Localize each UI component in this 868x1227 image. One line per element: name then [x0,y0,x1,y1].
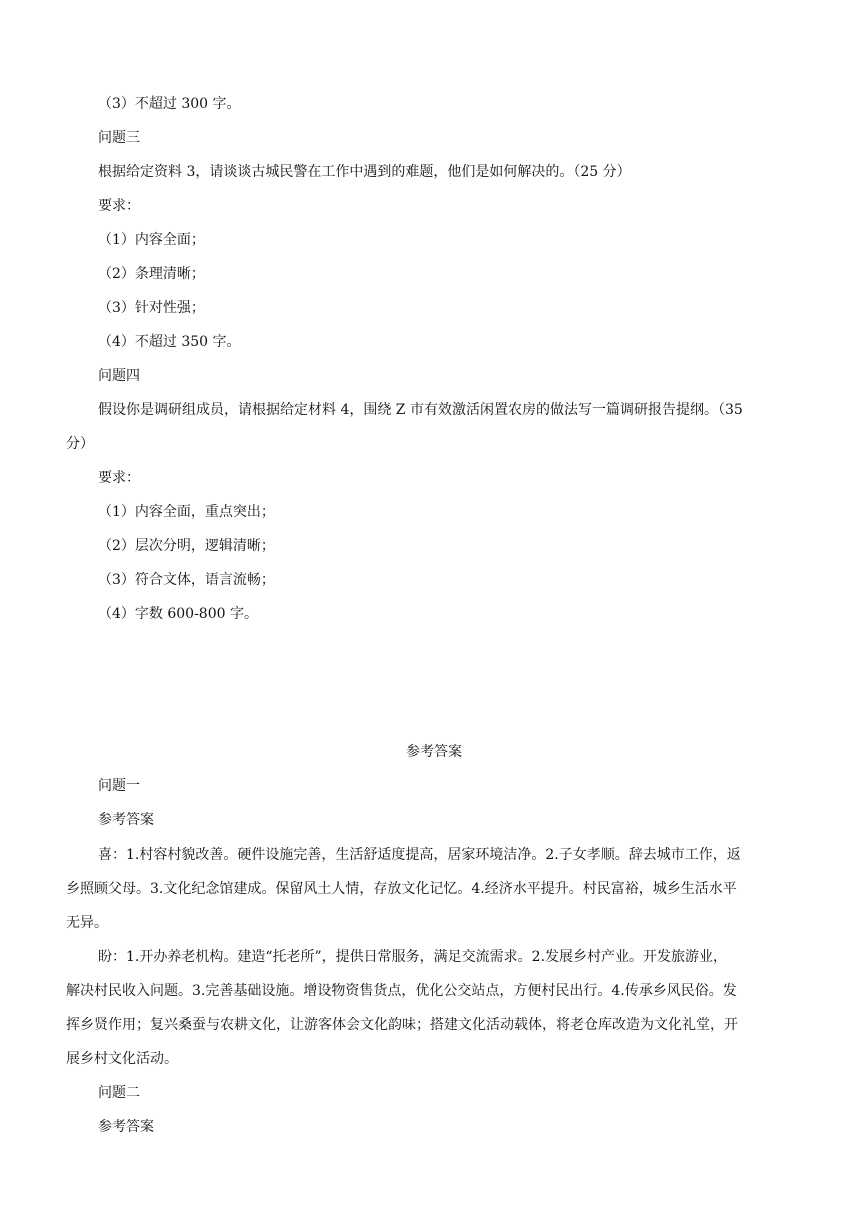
q4-requirement-3: （3）符合文体，语言流畅； [98,572,275,588]
q2-requirement-3: （3）不超过 300 字。 [98,96,241,112]
q3-requirements-label: 要求： [98,198,140,214]
q4-prompt-line-2: 分） [66,436,94,452]
q3-requirement-2: （2）条理清晰； [98,266,205,282]
answer-pan-line-1: 盼：1.开办养老机构。建造“托老所”，提供日常服务，满足交流需求。2.发展乡村产业。开发旅游业， [98,949,728,965]
answer-xi-line-2: 乡照顾父母。3.文化纪念馆建成。保留风土人情，存放文化记忆。4.经济水平提升。村民富裕，城乡生活水平 [66,881,737,897]
answer-2-label: 参考答案 [98,1119,154,1135]
answer-xi-line-3: 无异。 [66,915,108,931]
answer-pan-line-2: 解决村民收入问题。3.完善基础设施。增设物资售货点，优化公交站点，方便村民出行。4.传承乡风民俗。发 [66,983,737,999]
q4-requirement-1: （1）内容全面，重点突出； [98,504,275,520]
answer-xi-line-1: 喜：1.村容村貌改善。硬件设施完善，生活舒适度提高，居家环境洁净。2.子女孝顺。辞去城市工作，返 [98,847,741,863]
q3-requirement-4: （4）不超过 350 字。 [98,334,241,350]
answer-1-title: 问题一 [98,778,140,794]
answer-pan-line-4: 展乡村文化活动。 [66,1051,178,1067]
q4-requirements-label: 要求： [98,470,140,486]
answer-2-title: 问题二 [98,1085,140,1101]
q4-requirement-2: （2）层次分明，逻辑清晰； [98,538,275,554]
q4-title: 问题四 [98,368,140,384]
answers-heading: 参考答案 [406,744,462,760]
q3-requirement-1: （1）内容全面； [98,232,205,248]
q4-requirement-4: （4）字数 600-800 字。 [98,606,258,622]
q3-requirement-3: （3）针对性强； [98,300,205,316]
answer-pan-line-3: 挥乡贤作用；复兴桑蚕与农耕文化，让游客体会文化韵味；搭建文化活动载体，将老仓库改造为文化礼堂，开 [66,1017,738,1033]
q3-prompt: 根据给定资料 3，请谈谈古城民警在工作中遇到的难题，他们是如何解决的。（25 分） [98,164,631,180]
q3-title: 问题三 [98,130,140,146]
q4-prompt-line-1: 假设你是调研组成员，请根据给定材料 4，围绕 Z 市有效激活闲置农房的做法写一篇调研报告提纲。（35 [98,402,743,418]
answer-1-label: 参考答案 [98,812,154,828]
